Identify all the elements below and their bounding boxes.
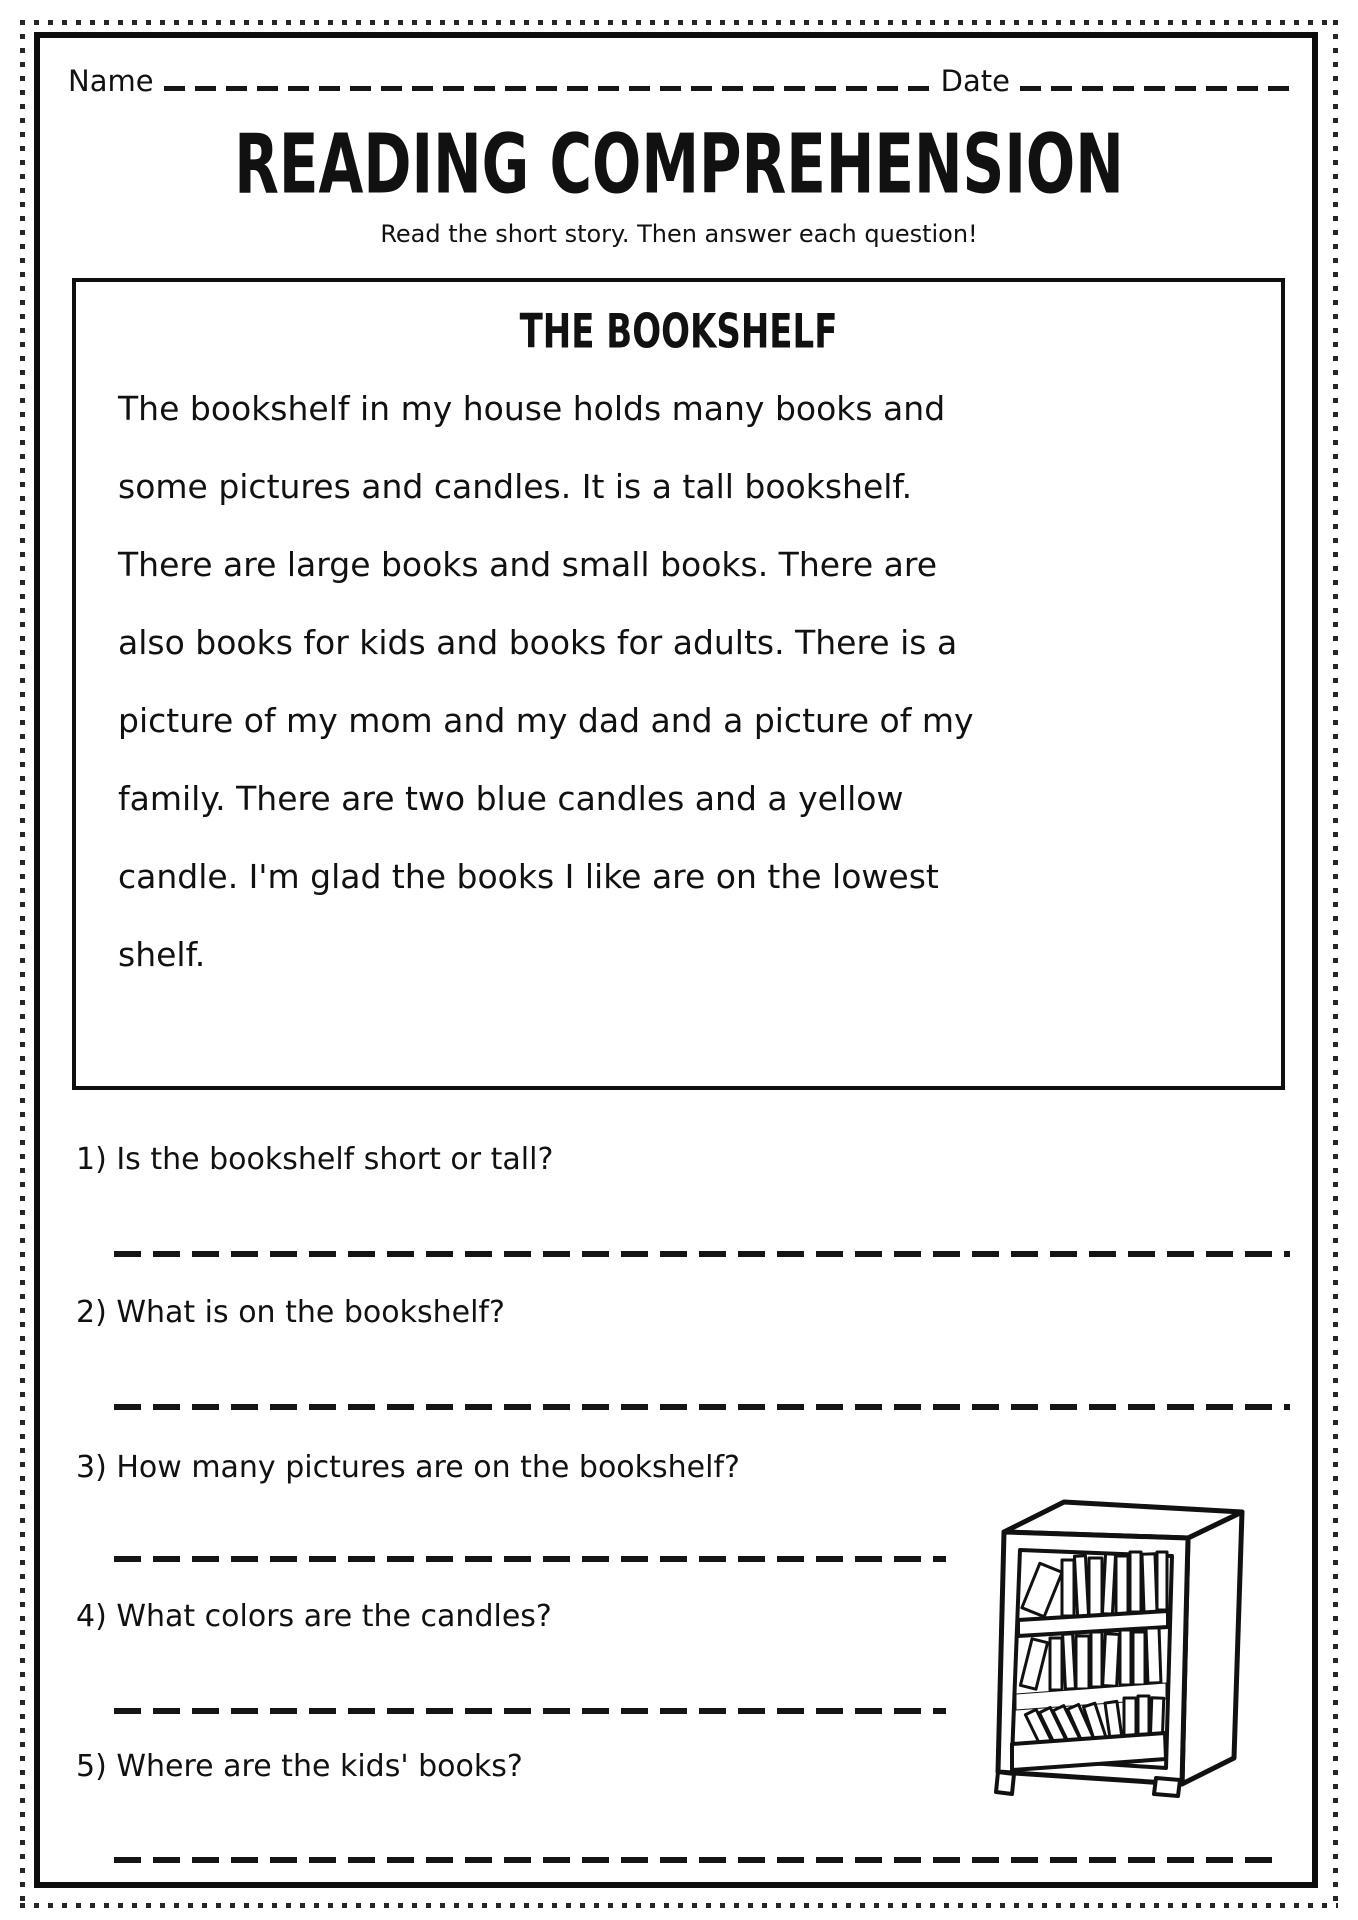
story-line: The bookshelf in my house holds many books and (118, 389, 946, 428)
answer-line-3[interactable] (114, 1556, 946, 1562)
story-text (118, 370, 1253, 994)
story-line: some pictures and candles. It is a tall bookshelf. (118, 467, 913, 506)
answer-line-1[interactable] (114, 1251, 1290, 1257)
dotted-border-left (20, 20, 25, 1908)
answer-line-4[interactable] (114, 1708, 946, 1714)
date-field-line[interactable] (1020, 86, 1292, 91)
date-label: Date (940, 64, 1010, 98)
story-line: also books for kids and books for adults. There is a (118, 623, 958, 662)
story-line: picture of my mom and my dad and a picture of my (118, 701, 974, 740)
story-title: THE BOOKSHELF (519, 304, 838, 360)
dotted-border-bottom (20, 1903, 1338, 1908)
question-2: 2) What is on the bookshelf? (76, 1295, 505, 1330)
answer-line-2[interactable] (114, 1404, 1290, 1410)
answer-line-5[interactable] (114, 1857, 1284, 1863)
page-title: READING COMPREHENSION (234, 116, 1124, 213)
story-line: shelf. (118, 935, 206, 974)
page-subtitle: Read the short story. Then answer each question! (380, 220, 978, 248)
story-line: There are large books and small books. There are (118, 545, 938, 584)
question-4: 4) What colors are the candles? (76, 1599, 552, 1634)
question-3: 3) How many pictures are on the bookshelf? (76, 1450, 740, 1485)
name-date-row (68, 64, 1292, 98)
story-line: family. There are two blue candles and a yellow (118, 779, 904, 818)
dotted-border-right (1333, 20, 1338, 1908)
question-5: 5) Where are the kids' books? (76, 1749, 523, 1784)
name-label: Name (68, 64, 154, 98)
question-1: 1) Is the bookshelf short or tall? (76, 1142, 554, 1177)
name-field-line[interactable] (164, 86, 931, 91)
dotted-border-top (20, 20, 1338, 25)
story-line: candle. I'm glad the books I like are on the lowest (118, 857, 939, 896)
bookshelf-illustration (988, 1486, 1262, 1798)
story-box (72, 278, 1285, 1090)
